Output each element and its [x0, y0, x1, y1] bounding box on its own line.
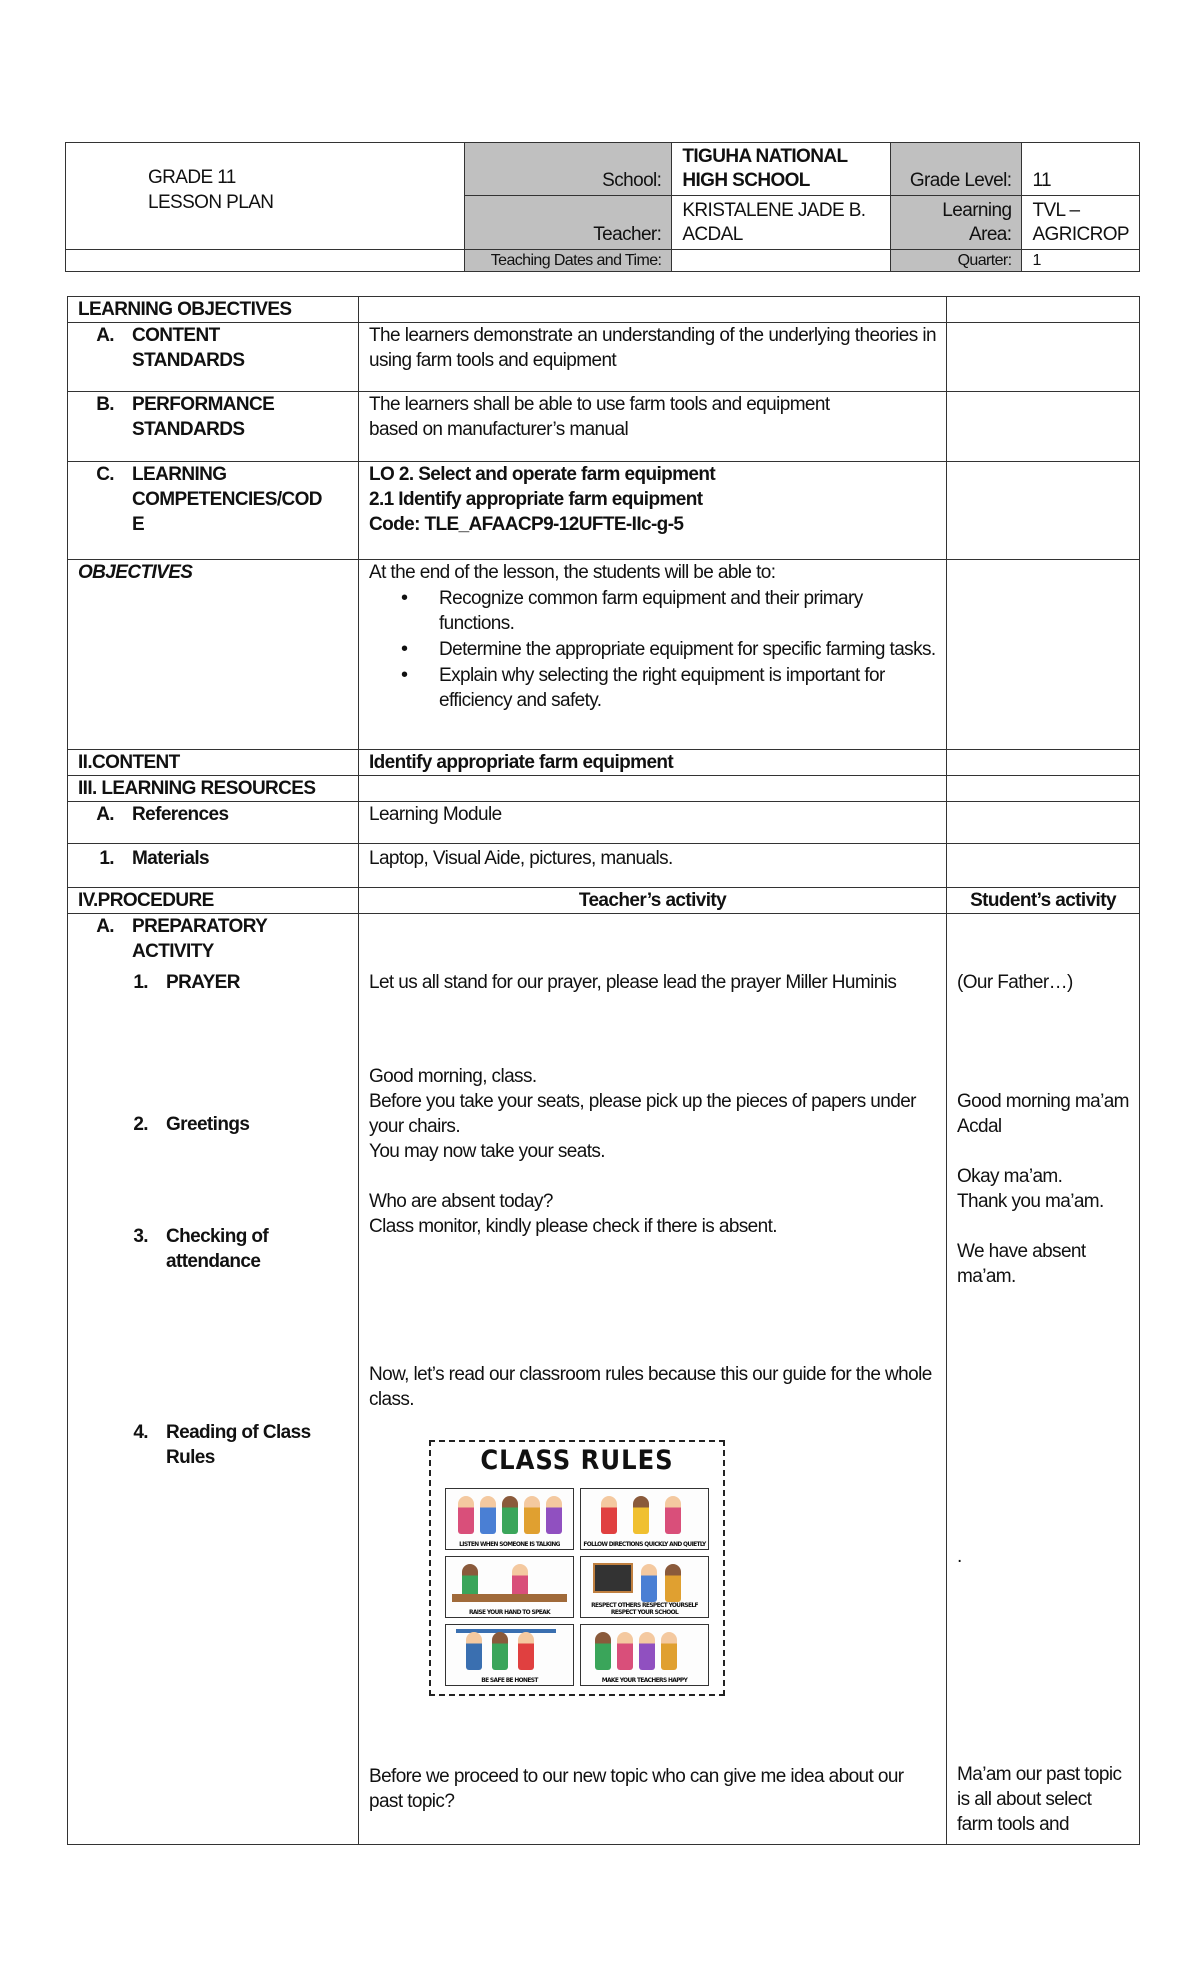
objectives-intro: At the end of the lesson, the students will be able to:: [369, 562, 776, 583]
header-blank: [66, 250, 465, 272]
empty-cell: [359, 776, 947, 802]
text-line: Before you take your seats, please pick up the pieces of papers under your chairs.: [369, 1091, 916, 1137]
text-line: Good morning, class.: [369, 1066, 537, 1087]
references-value: Learning Module: [359, 802, 947, 844]
rule-card: [580, 1556, 709, 1618]
rule-card: [445, 1556, 574, 1618]
list-item: • Determine the appropriate equipment for specific farming tasks.: [439, 637, 936, 662]
class-rules-poster: [429, 1440, 725, 1696]
text-line: We have absent ma’am.: [957, 1241, 1086, 1287]
label-line: E: [132, 514, 145, 535]
teacher-value-line1: KRISTALENE JADE B.: [682, 200, 866, 221]
student-prayer: (Our Father…): [957, 972, 1073, 993]
rule-caption: BE SAFE BE HONEST: [481, 1676, 538, 1684]
text-line: Okay ma’am.: [957, 1166, 1063, 1187]
competencies-label: [68, 462, 359, 560]
poster-title: CLASS RULES: [480, 1445, 674, 1476]
resources-label: III. LEARNING RESOURCES: [68, 776, 359, 802]
quarter-value: 1: [1022, 250, 1140, 272]
references-label: [68, 802, 359, 844]
teacher-activity-header: Teacher’s activity: [359, 888, 947, 914]
content-label: II.CONTENT: [68, 750, 359, 776]
teacher-value: [672, 196, 891, 250]
step-prayer: [78, 970, 240, 995]
empty-cell: [947, 776, 1140, 802]
performance-standards-label: [68, 392, 359, 462]
teacher-rules: Now, let’s read our classroom rules because this our guide for the whole class.: [369, 1364, 932, 1410]
teacher-past-topic: Before we proceed to our new topic who can give me idea about our past topic?: [369, 1766, 904, 1812]
student-dot: .: [957, 1546, 962, 1567]
school-value-line2: HIGH SCHOOL: [682, 170, 810, 191]
rule-card: [445, 1624, 574, 1686]
letter: B.: [96, 394, 114, 415]
number: 2.: [133, 1114, 148, 1135]
empty-cell: [947, 750, 1140, 776]
number: 1.: [133, 972, 148, 993]
header-table: [65, 142, 1140, 272]
step-attendance: [78, 1224, 268, 1274]
poster-grid: [445, 1488, 709, 1686]
empty-cell: [947, 844, 1140, 888]
empty-cell: [947, 323, 1140, 392]
area-label-line1: Learning: [942, 200, 1012, 221]
text-line: Code: TLE_AFAACP9-12UFTE-IIc-g-5: [369, 514, 684, 535]
student-greetings: [957, 1089, 1131, 1289]
school-label: School:: [464, 143, 672, 196]
area-value-line2: AGRICROP: [1032, 224, 1129, 245]
teacher-value-line2: ACDAL: [682, 224, 743, 245]
label-line: CONTENT: [132, 325, 220, 346]
teacher-greetings: [369, 1064, 936, 1239]
label-line: attendance: [166, 1251, 261, 1272]
label-line: Reading of Class: [166, 1422, 311, 1443]
area-value: [1022, 196, 1140, 250]
teacher-label: Teacher:: [464, 196, 672, 250]
label-text: Materials: [132, 848, 209, 869]
area-label-line2: Area:: [969, 224, 1012, 245]
text-line: Thank you ma’am.: [957, 1191, 1104, 1212]
label-line: COMPETENCIES/COD: [132, 489, 322, 510]
label-line: Checking of: [166, 1226, 269, 1247]
text-line: 2.1 Identify appropriate farm equipment: [369, 489, 703, 510]
step-rules: [78, 1420, 311, 1470]
letter: C.: [96, 464, 114, 485]
content-value: Identify appropriate farm equipment: [359, 750, 947, 776]
label-text: References: [132, 804, 229, 825]
text-line: Good morning ma’am Acdal: [957, 1091, 1129, 1137]
objectives-text: [359, 560, 947, 750]
materials-label: [68, 844, 359, 888]
step-greetings: [78, 1112, 249, 1137]
student-activity-header: Student’s activity: [947, 888, 1140, 914]
school-value-line1: TIGUHA NATIONAL: [682, 146, 848, 167]
rule-caption: RESPECT OTHERS RESPECT YOURSELF RESPECT YOUR SCHOOL: [591, 1601, 698, 1616]
rule-card: [445, 1488, 574, 1550]
text-line: Class monitor, kindly please check if there is absent.: [369, 1216, 777, 1237]
learning-objectives-heading: LEARNING OBJECTIVES: [68, 297, 359, 323]
content-standards-text: The learners demonstrate an understanding of the underlying theories in using farm tools and equipment: [359, 323, 947, 392]
rule-card: [580, 1488, 709, 1550]
area-label: [891, 196, 1022, 250]
competencies-text: [359, 462, 947, 560]
lesson-table: [67, 296, 1140, 1845]
grade-label: Grade Level:: [891, 143, 1022, 196]
empty-cell: [359, 297, 947, 323]
area-value-line1: TVL –: [1032, 200, 1080, 221]
dates-value: [672, 250, 891, 272]
empty-cell: [947, 560, 1140, 750]
procedure-label: IV.PROCEDURE: [68, 888, 359, 914]
title-lesson-plan: LESSON PLAN: [148, 192, 274, 213]
list-item: • Explain why selecting the right equipment is important for efficiency and safety.: [439, 663, 936, 713]
title-grade: GRADE 11: [148, 167, 236, 188]
label-line: PREPARATORY: [132, 916, 268, 937]
empty-cell: [947, 297, 1140, 323]
label-line: STANDARDS: [132, 350, 245, 371]
letter: A.: [96, 325, 114, 346]
rule-caption: RAISE YOUR HAND TO SPEAK: [468, 1608, 551, 1616]
letter: A.: [96, 804, 114, 825]
text-line: based on manufacturer’s manual: [369, 419, 629, 440]
student-activities: [947, 914, 1140, 1845]
letter: A.: [96, 916, 114, 937]
empty-cell: [947, 462, 1140, 560]
label-line: ACTIVITY: [132, 941, 214, 962]
materials-value: Laptop, Visual Aide, pictures, manuals.: [359, 844, 947, 888]
school-value: [672, 143, 891, 196]
number: 1.: [99, 848, 114, 869]
text-line: The learners shall be able to use farm tools and equipment: [369, 394, 830, 415]
label-line: Rules: [166, 1447, 215, 1468]
text-line: Who are absent today?: [369, 1191, 553, 1212]
content-standards-label: [68, 323, 359, 392]
lesson-title: [66, 143, 465, 250]
rule-caption: FOLLOW DIRECTIONS QUICKLY AND QUIETLY: [583, 1540, 706, 1548]
performance-standards-text: [359, 392, 947, 462]
rule-card: [580, 1624, 709, 1686]
label-line: LEARNING: [132, 464, 227, 485]
number: 3.: [133, 1226, 148, 1247]
teacher-prayer: Let us all stand for our prayer, please lead the prayer Miller Huminis: [369, 972, 897, 993]
grade-value: 11: [1022, 143, 1140, 196]
step-label: PRAYER: [166, 972, 240, 993]
label-line: PERFORMANCE: [132, 394, 275, 415]
empty-cell: [947, 802, 1140, 844]
list-item: • Recognize common farm equipment and their primary functions.: [439, 586, 936, 636]
teacher-activities: [359, 914, 947, 1845]
quarter-label: Quarter:: [891, 250, 1022, 272]
empty-cell: [947, 392, 1140, 462]
number: 4.: [133, 1422, 148, 1443]
procedure-steps: [68, 914, 359, 1845]
objectives-list: [369, 586, 936, 713]
text-line: You may now take your seats.: [369, 1141, 605, 1162]
rule-caption: MAKE YOUR TEACHERS HAPPY: [601, 1676, 688, 1684]
step-label: Greetings: [166, 1114, 250, 1135]
student-past-topic: Ma’am our past topic is all about select farm tools and: [957, 1764, 1122, 1835]
text-line: LO 2. Select and operate farm equipment: [369, 464, 716, 485]
objectives-label: OBJECTIVES: [68, 560, 359, 750]
rule-caption: LISTEN WHEN SOMEONE IS TALKING: [459, 1540, 560, 1548]
label-line: STANDARDS: [132, 419, 245, 440]
dates-label: Teaching Dates and Time:: [464, 250, 672, 272]
